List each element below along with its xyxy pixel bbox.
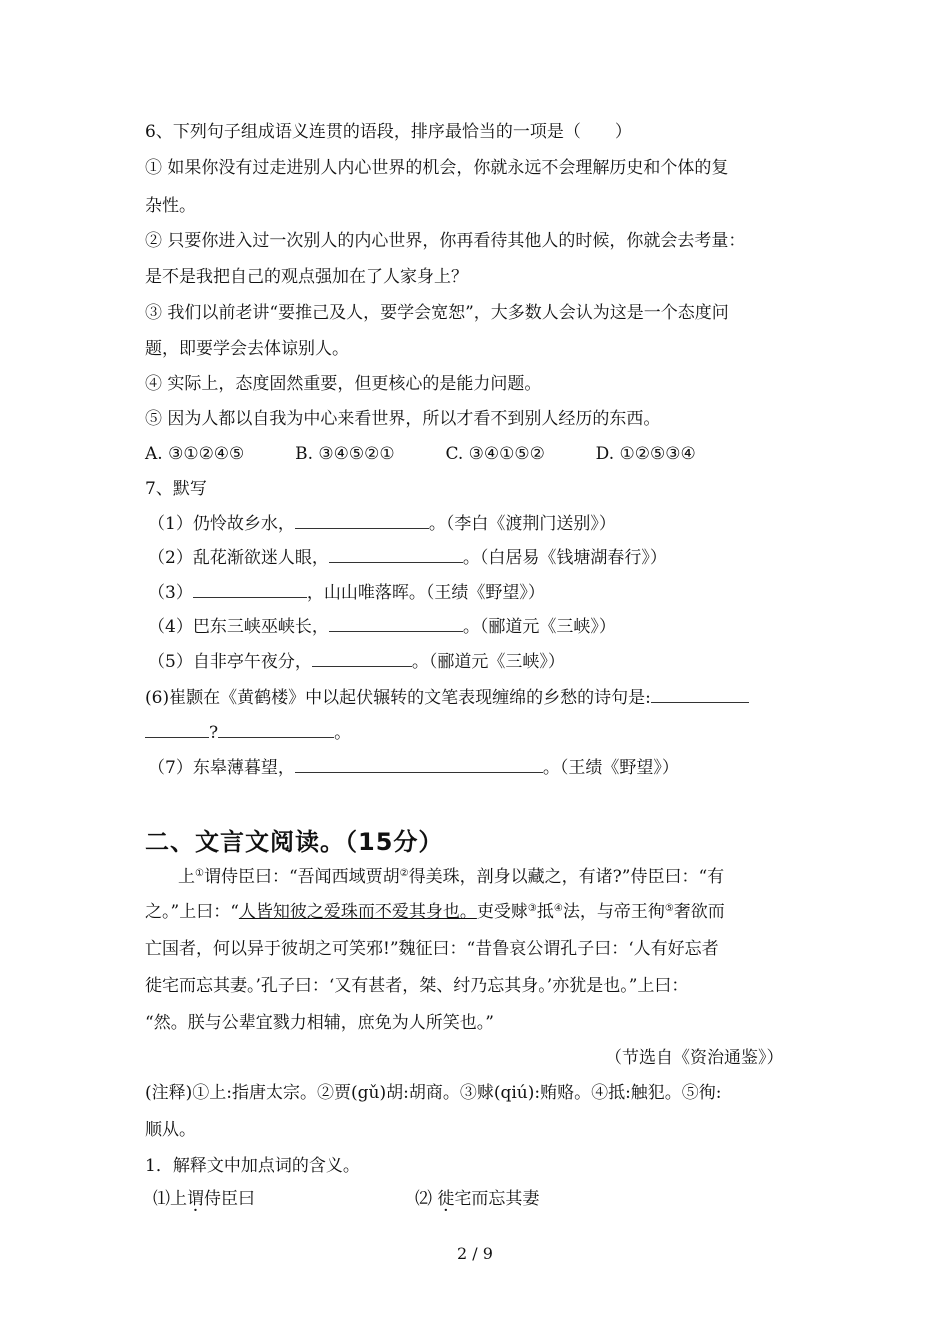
q7-item-7: （7）东皋薄暮望， 。（王绩《野望》） <box>148 758 679 778</box>
dotted-word: 徙 <box>437 1189 455 1209</box>
q7-item-4: （4）巴东三峡巫峡长， 。（郦道元《三峡》） <box>148 617 616 637</box>
answer-blank[interactable] <box>651 686 749 703</box>
q6-sentence-5: ⑤ 因为人都以自我为中心来看世界，所以才看不到别人经历的东西。 <box>145 409 661 429</box>
q6-option-b: B. ③④⑤②① <box>295 444 395 464</box>
q7-item-3: （3） ，山山唯落晖。（王绩《野望》） <box>148 583 545 603</box>
q6-options <box>145 443 696 465</box>
q6-option-c: C. ③④①⑤② <box>445 444 545 464</box>
q6-option-d: D. ①②⑤③④ <box>595 444 696 464</box>
question-1: 1．解释文中加点词的含义。 <box>145 1156 360 1176</box>
underlined-sentence: 人皆知彼之爱珠而不爱其身也。 <box>238 902 477 922</box>
q7-title: 7、默写 <box>145 479 207 499</box>
section-heading: 二、文言文阅读。（15分） <box>145 828 444 856</box>
passage-line-3: 亡国者，何以异于彼胡之可笑邪!”魏征曰：“昔鲁哀公谓孔子曰：‘人有好忘者 <box>145 939 719 959</box>
q6-sentence-3: ③ 我们以前老讲“要推己及人，要学会宽恕”，大多数人会认为这是一个态度问 <box>145 303 729 323</box>
question-1-item-2: ⑵ 徙宅而忘其妻 <box>415 1189 540 1209</box>
q7-item-6: (6)崔颢在《黄鹤楼》中以起伏辗转的文笔表现缠绵的乡愁的诗句是: <box>145 686 749 709</box>
answer-blank[interactable] <box>218 721 334 738</box>
q6-title: 6、下列句子组成语义连贯的语段，排序最恰当的一项是（ ） <box>145 122 632 142</box>
footnote-marker: ① <box>195 868 204 879</box>
answer-blank[interactable] <box>145 721 209 738</box>
passage-line-4: 徙宅而忘其妻。’孔子曰：‘又有甚者，桀、纣乃忘其身。’亦犹是也。”上曰： <box>145 976 689 996</box>
passage-line-1: 上①谓侍臣曰：“吾闻西域贾胡②得美珠，剖身以藏之，有诸?”侍臣曰：“有 <box>178 867 725 887</box>
footnote-marker: ④ <box>553 903 563 914</box>
q7-item-2: （2）乱花渐欲迷人眼， 。（白居易《钱塘湖春行》） <box>148 548 667 568</box>
q6-sentence-4: ④ 实际上，态度固然重要，但更核心的是能力问题。 <box>145 374 542 394</box>
q6-option-a: A. ③①②④⑤ <box>145 444 245 464</box>
answer-blank[interactable] <box>312 650 412 667</box>
q7-item-5: （5）自非亭午夜分， 。（郦道元《三峡》） <box>148 652 565 672</box>
answer-blank[interactable] <box>193 581 307 598</box>
answer-blank[interactable] <box>295 512 429 529</box>
annotation-line-cont: 顺从。 <box>145 1120 196 1140</box>
q6-sentence-3-cont: 题，即要学会去体谅别人。 <box>145 339 349 359</box>
footnote-marker: ⑤ <box>664 903 674 914</box>
q6-sentence-2-cont: 是不是我把自己的观点强加在了人家身上？ <box>145 267 468 287</box>
answer-blank[interactable] <box>329 546 463 563</box>
passage-line-5: “然。朕与公辈宜戮力相辅，庶免为人所笑也。” <box>145 1013 494 1033</box>
q6-sentence-2: ② 只要你进入过一次别人的内心世界，你再看待其他人的时候，你就会去考量： <box>145 231 746 251</box>
q6-sentence-1-cont: 杂性。 <box>145 196 196 216</box>
q7-item-1: （1）仍怜故乡水， 。（李白《渡荆门送别》） <box>148 514 616 534</box>
footnote-marker: ③ <box>527 903 537 914</box>
annotation-line: (注释)①上:指唐太宗。②贾(gǔ)胡:胡商。③赇(qiú):贿赂。④抵:触犯。⑤徇: <box>145 1083 722 1103</box>
dotted-word: 谓 <box>187 1189 204 1209</box>
answer-blank[interactable] <box>295 756 543 773</box>
footnote-marker: ② <box>399 868 409 879</box>
question-1-item-1: ⑴上谓侍臣曰 <box>153 1189 255 1209</box>
answer-blank[interactable] <box>329 615 463 632</box>
passage-source: （节选自《资治通鉴》） <box>605 1048 784 1068</box>
page-number: 2 / 9 <box>457 1244 493 1263</box>
passage-line-2: 之。”上曰：“人皆知彼之爱珠而不爱其身也。吏受赇③抵④法，与帝王徇⑤奢欲而 <box>145 902 725 922</box>
q6-sentence-1: ① 如果你没有过走进别人内心世界的机会，你就永远不会理解历史和个体的复 <box>145 158 729 178</box>
q7-item-6-cont: ? 。 <box>145 721 351 744</box>
